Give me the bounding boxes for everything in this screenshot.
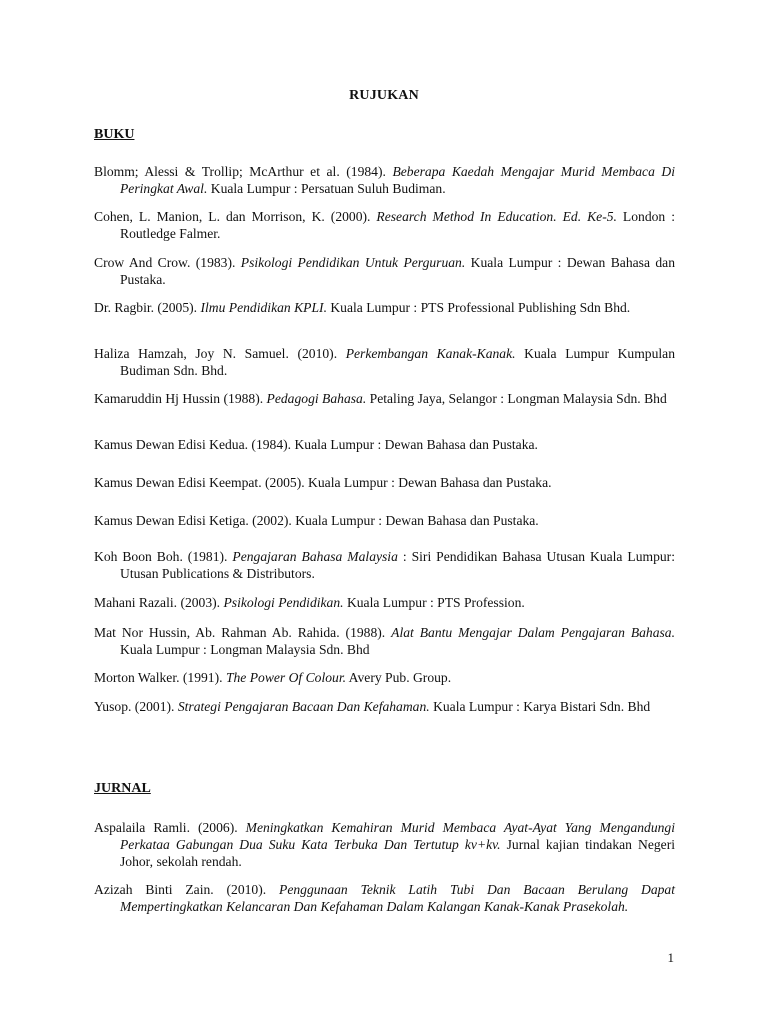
page-title: RUJUKAN bbox=[349, 88, 419, 103]
reference-entry bbox=[94, 390, 675, 407]
ref-title: Beberapa Kaedah Mengajar Murid Membaca Di Peringkat Awal. bbox=[120, 164, 676, 196]
ref-title: Meningkatkan Kemahiran Murid Membaca Ayat-Ayat Yang Mengandungi Perkataa Gabungan Dua Suku Kata Terbuka Dan Tertutup kv+kv. bbox=[120, 820, 675, 852]
ref-publisher: Kuala Lumpur : Longman Malaysia Sdn. Bhd bbox=[120, 642, 370, 657]
ref-title: Perkembangan Kanak-Kanak. bbox=[345, 346, 516, 361]
ref-author: Morton Walker. (1991). bbox=[94, 670, 226, 685]
ref-title: Strategi Pengajaran Bacaan Dan Kefahaman. bbox=[177, 699, 430, 714]
ref-title: Alat Bantu Mengajar Dalam Pengajaran Bahasa. bbox=[391, 625, 675, 640]
reference-entry bbox=[94, 512, 675, 529]
ref-author: Blomm; Alessi & Trollip; McArthur et al. (1984). bbox=[94, 164, 393, 179]
ref-author: Dr. Ragbir. (2005). bbox=[94, 300, 201, 315]
ref-publisher: London : Routledge Falmer. bbox=[120, 209, 675, 241]
reference-entry bbox=[94, 299, 675, 316]
ref-title: Ilmu Pendidikan KPLI. bbox=[200, 300, 327, 315]
reference-entry bbox=[94, 436, 675, 453]
ref-publisher: Kuala Lumpur : Karya Bistari Sdn. Bhd bbox=[429, 699, 651, 714]
section-heading-buku: BUKU bbox=[94, 127, 135, 142]
ref-publisher: Avery Pub. Group. bbox=[346, 670, 452, 685]
reference-entry bbox=[94, 345, 675, 379]
ref-text: Kamus Dewan Edisi Kedua. (1984). Kuala Lumpur : Dewan Bahasa dan Pustaka. bbox=[94, 437, 538, 452]
ref-publisher: : Siri Pendidikan Bahasa Utusan Kuala Lumpur: Utusan Publications & Distributors. bbox=[120, 549, 675, 581]
page-number: 1 bbox=[667, 950, 674, 965]
reference-entry bbox=[94, 548, 675, 582]
ref-title: Pedagogi Bahasa. bbox=[266, 391, 367, 406]
ref-title: Psikologi Pendidikan Untuk Perguruan. bbox=[240, 255, 466, 270]
ref-title: The Power Of Colour. bbox=[225, 670, 347, 685]
ref-publisher: Kuala Lumpur : PTS Profession. bbox=[343, 595, 525, 610]
reference-entry bbox=[94, 624, 675, 658]
ref-author: Azizah Binti Zain. (2010). bbox=[94, 882, 280, 897]
ref-title: Pengajaran Bahasa Malaysia bbox=[232, 549, 398, 564]
ref-author: Mat Nor Hussin, Ab. Rahman Ab. Rahida. (1988). bbox=[94, 625, 392, 640]
ref-author: Aspalaila Ramli. (2006). bbox=[94, 820, 246, 835]
reference-entry bbox=[94, 208, 675, 242]
ref-publisher: Jurnal kajian tindakan Negeri Johor, sekolah rendah. bbox=[120, 837, 675, 869]
reference-entry bbox=[94, 669, 675, 686]
reference-entry bbox=[94, 819, 675, 870]
ref-title: Penggunaan Teknik Latih Tubi Dan Bacaan Berulang Dapat Mempertingkatkan Kelancaran Dan Kefahaman Dalam Kalangan Kanak-Kanak Prasekolah. bbox=[120, 882, 676, 914]
ref-title: Psikologi Pendidikan. bbox=[223, 595, 344, 610]
reference-entry bbox=[94, 254, 675, 288]
ref-publisher: Kuala Lumpur : Dewan Bahasa dan Pustaka. bbox=[120, 255, 675, 287]
ref-author: Mahani Razali. (2003). bbox=[94, 595, 224, 610]
ref-author: Cohen, L. Manion, L. dan Morrison, K. (2000). bbox=[94, 209, 377, 224]
section-heading-jurnal: JURNAL bbox=[94, 781, 151, 796]
reference-entry bbox=[94, 698, 675, 715]
ref-publisher: Kuala Lumpur Kumpulan Budiman Sdn. Bhd. bbox=[120, 346, 675, 378]
ref-author: Crow And Crow. (1983). bbox=[94, 255, 241, 270]
ref-publisher: Kuala Lumpur : PTS Professional Publishing Sdn Bhd. bbox=[326, 300, 631, 315]
ref-title: Research Method In Education. Ed. Ke-5. bbox=[376, 209, 617, 224]
ref-author: Haliza Hamzah, Joy N. Samuel. (2010). bbox=[94, 346, 346, 361]
reference-entry bbox=[94, 594, 675, 611]
ref-author: Koh Boon Boh. (1981). bbox=[94, 549, 233, 564]
ref-author: Kamaruddin Hj Hussin (1988). bbox=[94, 391, 267, 406]
ref-publisher: Kuala Lumpur : Persatuan Suluh Budiman. bbox=[207, 181, 446, 196]
ref-author: Yusop. (2001). bbox=[94, 699, 178, 714]
ref-publisher: Petaling Jaya, Selangor : Longman Malaysia Sdn. Bhd bbox=[366, 391, 667, 406]
reference-entry bbox=[94, 474, 675, 491]
ref-text: Kamus Dewan Edisi Keempat. (2005). Kuala Lumpur : Dewan Bahasa dan Pustaka. bbox=[94, 475, 552, 490]
reference-entry bbox=[94, 881, 675, 915]
reference-entry bbox=[94, 163, 675, 197]
ref-text: Kamus Dewan Edisi Ketiga. (2002). Kuala Lumpur : Dewan Bahasa dan Pustaka. bbox=[94, 513, 539, 528]
